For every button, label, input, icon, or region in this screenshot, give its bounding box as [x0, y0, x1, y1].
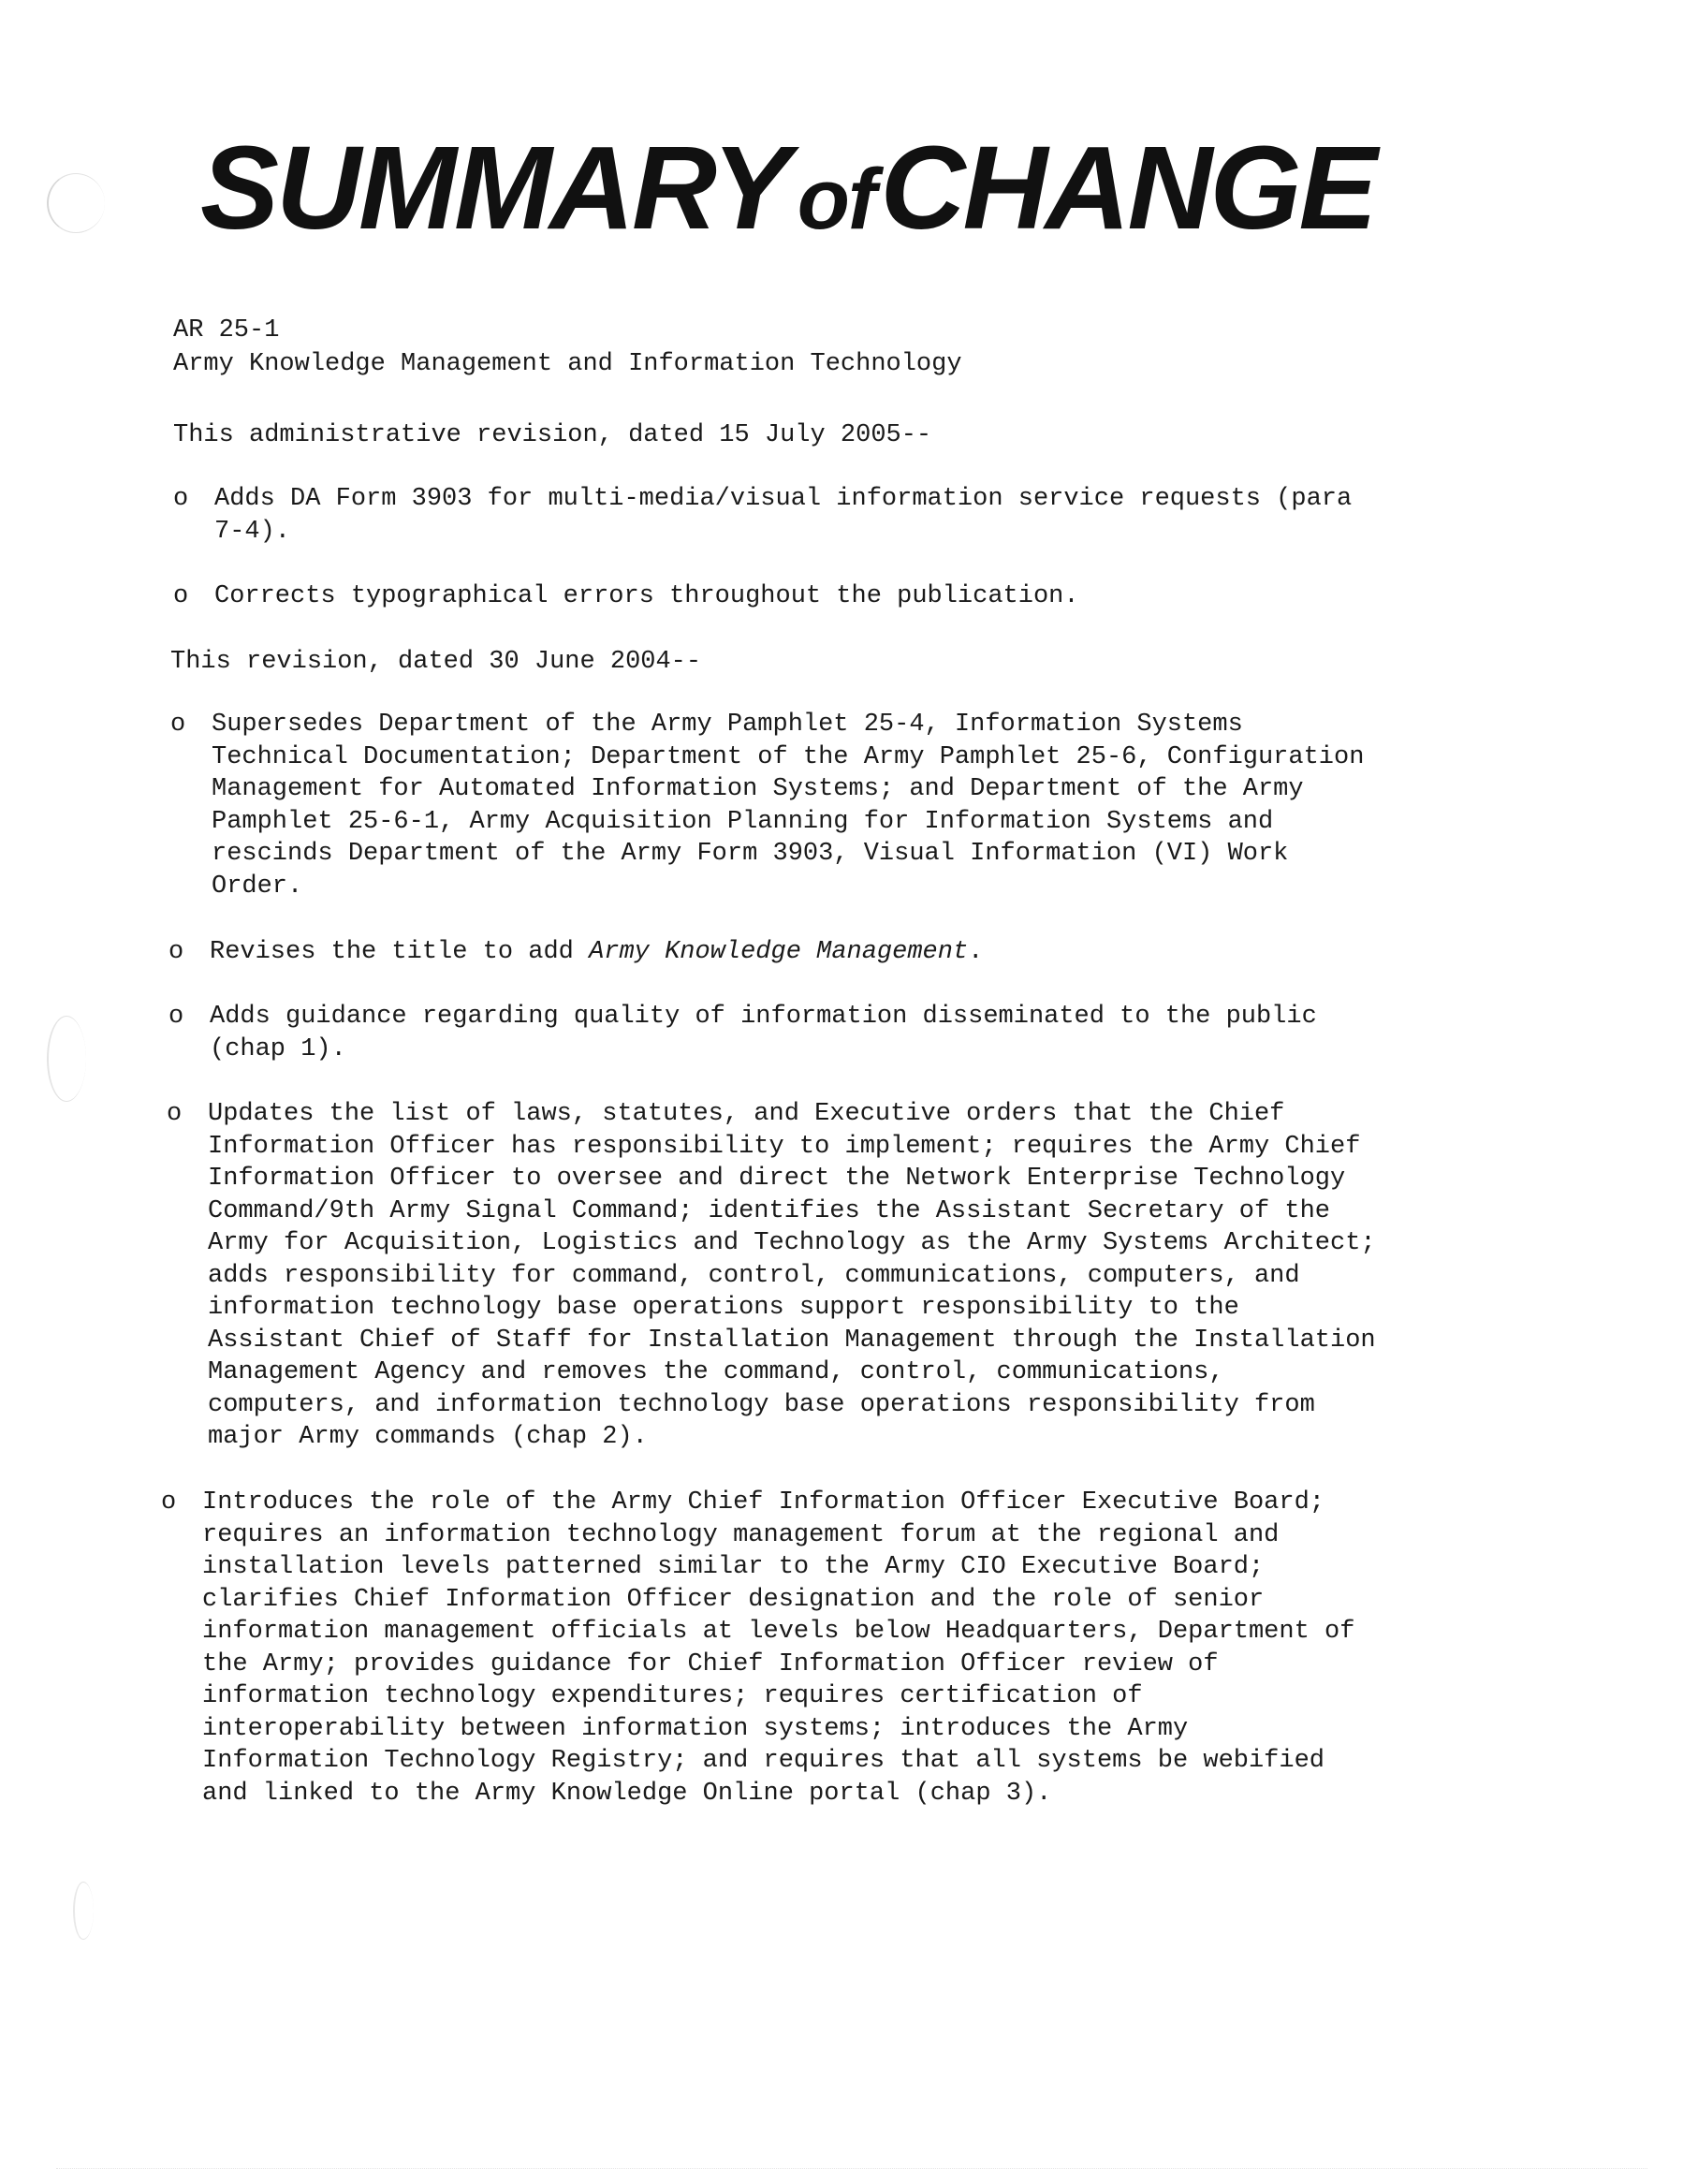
title-item-suffix: .: [968, 938, 984, 966]
punch-hole-mark: [47, 1016, 86, 1102]
bullet-marker: o: [173, 582, 189, 610]
bullet-marker: o: [170, 711, 186, 739]
list-item: [161, 1487, 1490, 1810]
list-item-text: Adds DA Form 3903 for multi-media/visual information service requests (para 7-4).: [214, 485, 1353, 546]
list-item: [170, 709, 1481, 902]
bullet-marker: o: [167, 1100, 183, 1128]
list-item-text: Introduces the role of the Army Chief Information Officer Executive Board; requires an information technology management forum at the regional and installation levels patterned similar to the Army CIO Executive Board; clarifies Chief Information Officer designation and the role of senior information management officials at levels below Headquarters, Department of the Army; provides guidance for Chief Information Officer review of information technology expenditures; requires certification of interoperability between information systems; introduces the Army Information Technology Registry; and requires that all systems be webified and linked to the Army Knowledge Online portal (chap 3).: [202, 1488, 1355, 1808]
scan-edge-line: [56, 2168, 1647, 2169]
list-item: [173, 483, 1465, 548]
title-word-change: CHANGE: [880, 122, 1375, 254]
list-item: [173, 580, 1465, 613]
list-item-text: Supersedes Department of the Army Pamphlet 25-4, Information Systems Technical Documentation; Department of the Army Pamphlet 25-6, Configuration Management for Automated Information Systems; and Department of the Army Pamphlet 25-6-1, Army Acquisition Planning for Information Systems and rescinds Department of the Army Form 3903, Visual Information (VI) Work Order.: [212, 711, 1365, 901]
list-item: [168, 1001, 1479, 1065]
list-item-text: Adds guidance regarding quality of information disseminated to the public (chap 1).: [210, 1003, 1317, 1063]
document-name: Army Knowledge Management and Information Technology: [173, 350, 962, 378]
page-title: [200, 122, 1375, 254]
title-item-prefix: Revises the title to add: [210, 938, 590, 966]
bullet-marker: o: [168, 938, 184, 966]
bullet-marker: o: [161, 1488, 177, 1517]
revision-intro: This revision, dated 30 June 2004--: [170, 648, 702, 676]
title-word-summary: SUMMARY: [200, 122, 788, 254]
document-header: [173, 314, 962, 381]
title-item-emphasis: Army Knowledge Management: [589, 938, 969, 966]
list-item-text: [210, 936, 983, 969]
list-item: [167, 1098, 1486, 1454]
title-word-of: of: [797, 152, 875, 247]
list-item: [168, 936, 1479, 969]
revision-intro: This administrative revision, dated 15 July 2005--: [173, 421, 932, 449]
punch-hole-mark: [73, 1882, 94, 1940]
document-number: AR 25-1: [173, 316, 280, 344]
list-item-text: Updates the list of laws, statutes, and Executive orders that the Chief Information Officer has responsibility to implement; requires the Army Chief Information Officer to oversee and direct the Network Enterprise Technology Command/9th Army Signal Command; identifies the Assistant Secretary of the Army for Acquisition, Logistics and Technology as the Army Systems Architect; adds responsibility for command, control, communications, computers, and information technology base operations support responsibility to the Assistant Chief of Staff for Installation Management through the Installation Management Agency and removes the command, control, communications, computers, and information technology base operations responsibility from major Army commands (chap 2).: [208, 1100, 1376, 1451]
bullet-marker: o: [168, 1003, 184, 1031]
bullet-marker: o: [173, 485, 189, 513]
punch-hole-mark: [47, 173, 105, 233]
list-item-text: Corrects typographical errors throughout the publication.: [214, 582, 1079, 610]
